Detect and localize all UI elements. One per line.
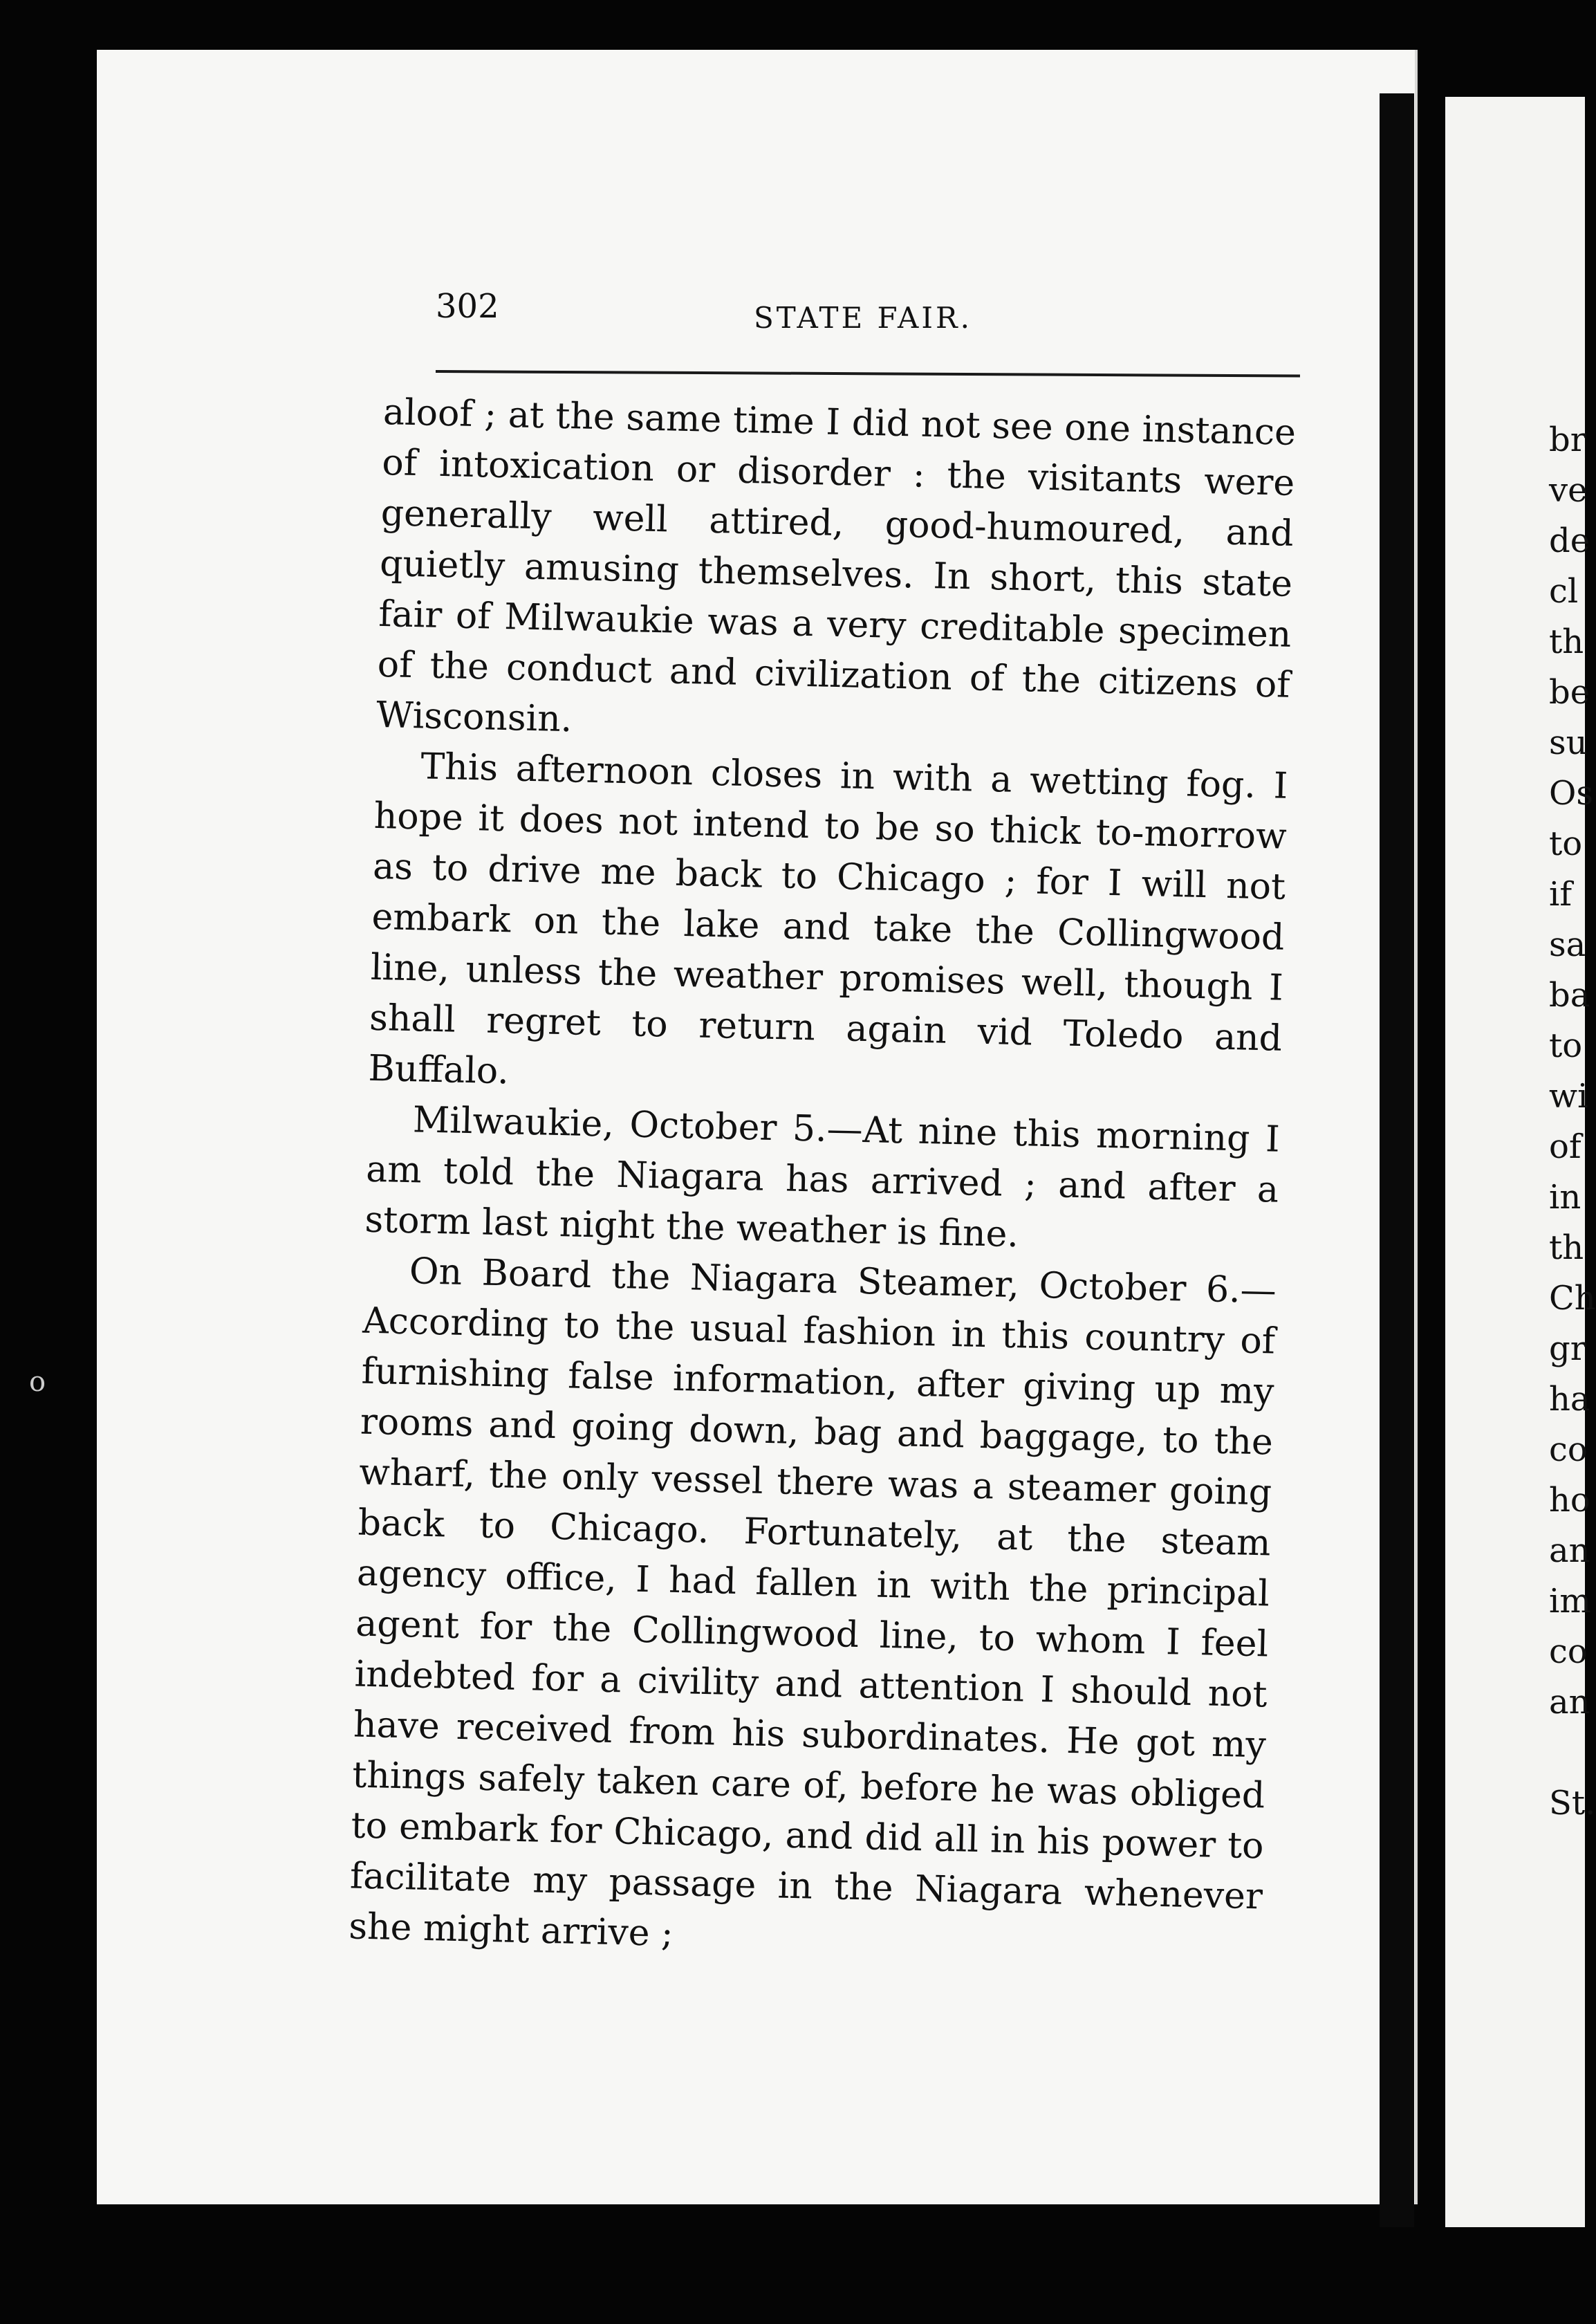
next-page-line: of: [1549, 1127, 1581, 1166]
next-page-line: im: [1549, 1582, 1591, 1621]
paragraph: Milwaukie, October 5.—At nine this morning I am told the Niagara has arrived ; and after a storm last night the weather is fine.: [364, 1099, 1281, 1256]
next-page-line: th: [1549, 1228, 1584, 1267]
running-head: STATE FAIR.: [754, 301, 972, 335]
next-page-line: gr: [1549, 1329, 1586, 1368]
next-page-line: cl: [1549, 572, 1579, 611]
next-page-line: [1549, 1728, 1585, 1778]
next-page-line: an: [1549, 1531, 1590, 1570]
paragraph: This afternoon closes in with a wetting fog. I hope it does not intend to be so thick to-morrow as to drive me back to Chicago ; for I will not embark on the lake and take the Collingwood line, unless the weather promises well, though I shall regret to return again vid Toledo and Buffalo.: [367, 746, 1288, 1093]
page-number: 302: [436, 287, 499, 326]
paragraph: aloof ; at the same time I did not see one instance of intoxication or disorder : the visitants were generally well attired, good-humoured, and quietly amusing themselves. In short, this state fair of Milwaukie was a very creditable specimen of the conduct and civilization of the citizens of Wisconsin.: [375, 391, 1297, 741]
next-page-line: su: [1549, 723, 1588, 762]
next-page-line: co: [1549, 1430, 1588, 1469]
next-page-line: de: [1549, 522, 1590, 560]
next-page-line: if: [1549, 875, 1572, 914]
page-header: [436, 287, 1300, 363]
next-page-line: ba: [1549, 976, 1590, 1015]
next-page-line: co: [1549, 1632, 1588, 1671]
next-page-line: an: [1549, 1683, 1590, 1722]
next-page-line: St.: [1549, 1784, 1596, 1823]
next-page-line: ha: [1549, 1380, 1590, 1419]
next-page-line: be: [1549, 673, 1590, 712]
next-page-line: ve: [1549, 471, 1588, 510]
next-page-line: wi: [1549, 1077, 1588, 1116]
next-page-line: sa: [1549, 925, 1586, 964]
next-page-line: to: [1549, 824, 1583, 863]
next-page-line-stubs: [1549, 415, 1596, 1829]
next-page-line: th: [1549, 622, 1584, 661]
next-page-line: to: [1549, 1026, 1583, 1065]
next-page-line: br: [1549, 421, 1586, 459]
next-page-line: ho: [1549, 1481, 1590, 1520]
body-text: [349, 387, 1297, 1971]
next-page-line: in: [1549, 1178, 1581, 1217]
scan-speck: o: [29, 1366, 46, 1398]
paragraph: On Board the Niagara Steamer, October 6.— According to the usual fashion in this country of furnishing false information, after giving up my rooms and going down, bag and baggage, to the wharf, the only vessel there was a steamer going back to Chicago. Fortunately, at the steam agency office, I had fallen in with the principal agent for the Collingwood line, to whom I feel indebted for a civility and attention I should not have received from his subordinates. He got my things safely taken care of, before he was obliged to embark for Chicago, and did all in his power to facilitate my passage in the Niagara whenever she might arrive ;: [348, 1251, 1277, 1955]
next-page-line: Os: [1549, 774, 1593, 813]
page-gutter: [1380, 93, 1414, 2227]
next-page-line: Ch: [1549, 1279, 1596, 1318]
